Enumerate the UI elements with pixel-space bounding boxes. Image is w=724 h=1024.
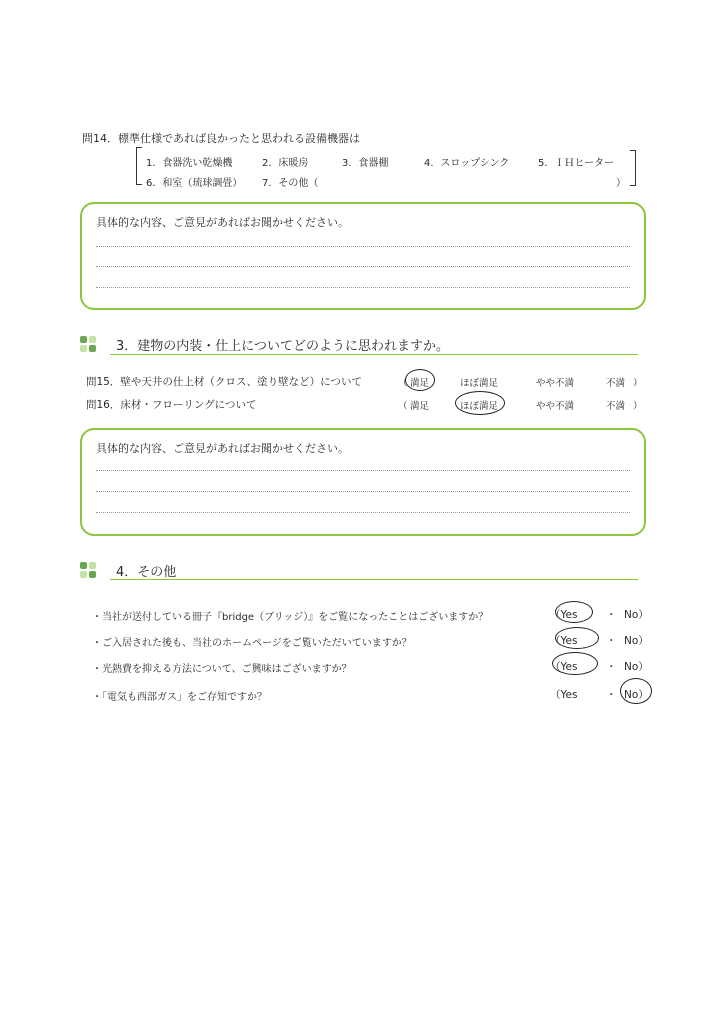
- comment-line: [96, 491, 630, 492]
- q15-close-paren: ）: [633, 378, 643, 389]
- comment-line: [96, 266, 630, 267]
- comment-box-title: 具体的な内容、ご意見があればお聞かせください。: [96, 442, 349, 455]
- section-4-title: 4．その他: [116, 565, 177, 580]
- q16-choice-1[interactable]: 満足: [410, 401, 430, 412]
- comment-line: [96, 470, 630, 471]
- options-bracket-left: [136, 147, 142, 185]
- q16-label: 問16．床材・フローリングについて: [86, 399, 257, 411]
- answer-separator: ・: [606, 661, 617, 673]
- q16-choice-2[interactable]: ほぼ満足: [460, 401, 499, 412]
- answer-separator: ・: [606, 609, 617, 621]
- q16-choice-3[interactable]: やや不満: [536, 401, 575, 412]
- answer-no[interactable]: No）: [624, 635, 649, 647]
- q14-option-2[interactable]: 2．床暖房: [262, 158, 309, 169]
- answer-yes[interactable]: （Yes: [550, 609, 578, 621]
- q14-option-1[interactable]: 1．食器洗い乾燥機: [146, 158, 233, 169]
- clover-icon: [80, 336, 96, 352]
- q15-choice-1[interactable]: 満足: [410, 378, 430, 389]
- selected-circle-mark: [555, 627, 599, 649]
- q14-option-4[interactable]: 4．スロップシンク: [424, 158, 510, 169]
- selected-circle-mark: [405, 369, 435, 391]
- answer-no[interactable]: No）: [624, 661, 649, 673]
- q16-open-paren: （: [398, 401, 408, 412]
- q14-option-3[interactable]: 3．食器棚: [342, 158, 389, 169]
- comment-line: [96, 512, 630, 513]
- other-question-seibu-gas: ・「電気も西部ガス」をご存知ですか？: [92, 692, 267, 703]
- answer-separator: ・: [606, 635, 617, 647]
- answer-yes[interactable]: （Yes: [550, 661, 578, 673]
- q16-close-paren: ）: [633, 401, 643, 412]
- q14-option-6[interactable]: 6．和室（琉球調畳）: [146, 178, 243, 189]
- q15-label: 問15．壁や天井の仕上材（クロス、塗り壁など）について: [86, 376, 362, 388]
- other-question-bridge: ・当社が送付している冊子『bridge（ブリッジ）』をご覧になったことはございますか？: [92, 612, 489, 623]
- comment-line: [96, 287, 630, 288]
- comment-box-section-3[interactable]: [80, 428, 646, 536]
- options-bracket-right: [630, 150, 636, 186]
- selected-circle-mark: [620, 678, 652, 704]
- clover-icon: [80, 562, 96, 578]
- q16-choice-4[interactable]: 不満: [606, 401, 626, 412]
- section-4-rule: [110, 579, 638, 580]
- selected-circle-mark: [455, 391, 505, 415]
- comment-box-q14[interactable]: [80, 202, 646, 310]
- q15-choice-2[interactable]: ほぼ満足: [460, 378, 499, 389]
- other-question-energy-saving: ・光熱費を抑える方法について、ご興味はございますか？: [92, 664, 352, 675]
- q15-choice-3[interactable]: やや不満: [536, 378, 575, 389]
- selected-circle-mark: [552, 652, 598, 675]
- q15-choice-4[interactable]: 不満: [606, 378, 626, 389]
- q14-label: 問14．標準仕様であれば良かったと思われる設備機器は: [82, 132, 360, 145]
- q14-option-5[interactable]: 5．ＩＨヒーター: [538, 158, 614, 169]
- answer-no[interactable]: No）: [624, 689, 649, 701]
- q15-open-paren: （: [398, 378, 408, 389]
- section-3-rule: [110, 354, 638, 355]
- section-3-title: 3．建物の内装・仕上についてどのように思われますか。: [116, 339, 450, 354]
- answer-yes[interactable]: （Yes: [550, 689, 578, 701]
- answer-yes[interactable]: （Yes: [550, 635, 578, 647]
- other-question-homepage: ・ご入居された後も、当社のホームページをご覧いただいていますか？: [92, 638, 412, 649]
- q14-option-7[interactable]: 7．その他（: [262, 178, 319, 189]
- q14-other-close-paren: ）: [616, 178, 626, 189]
- answer-separator: ・: [606, 689, 617, 701]
- selected-circle-mark: [555, 601, 593, 623]
- answer-no[interactable]: No）: [624, 609, 649, 621]
- comment-line: [96, 246, 630, 247]
- comment-box-title: 具体的な内容、ご意見があればお聞かせください。: [96, 216, 349, 229]
